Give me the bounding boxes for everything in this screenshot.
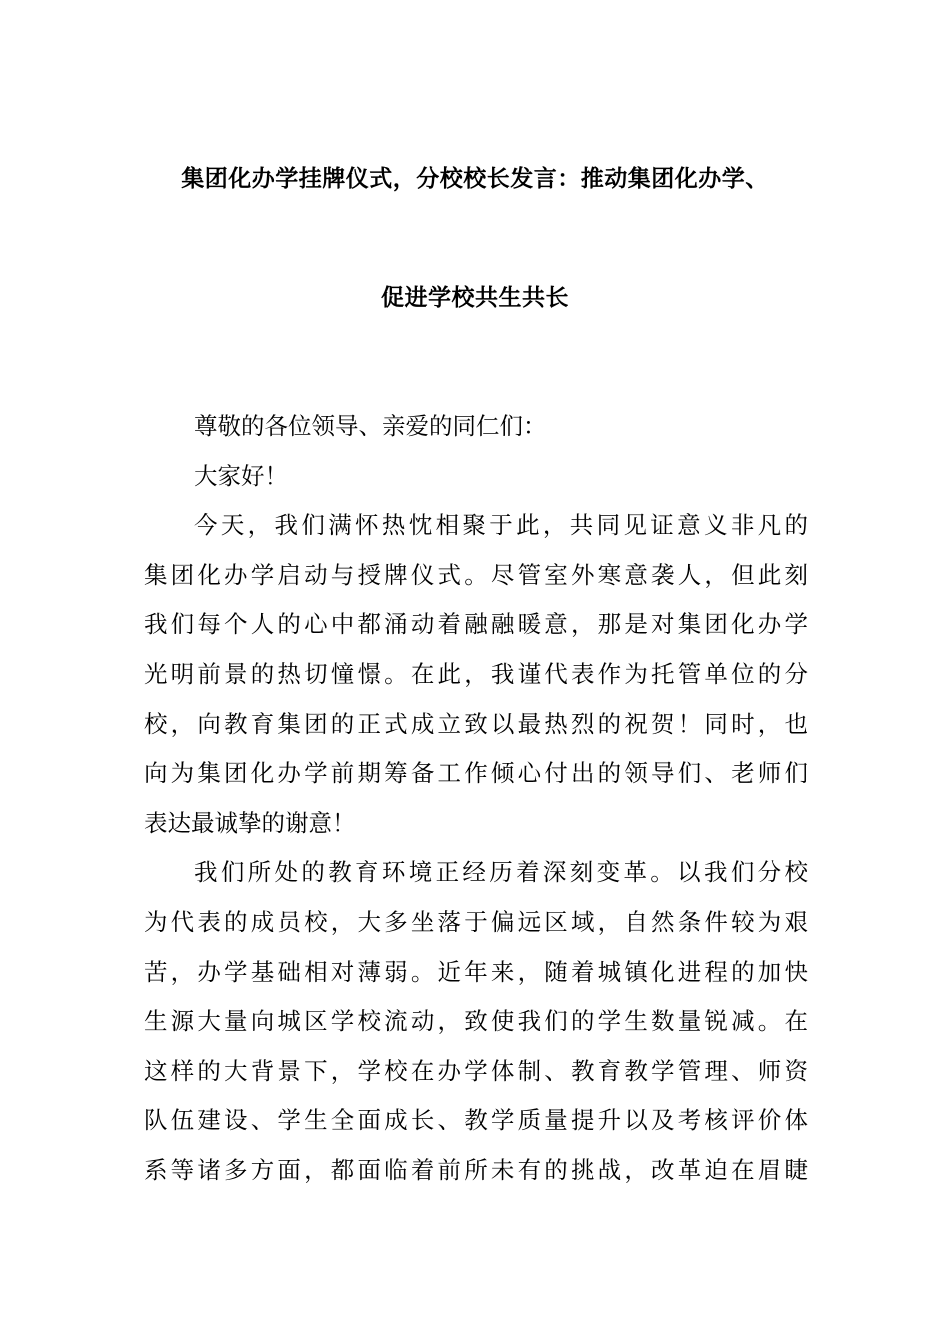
greeting: 大家好！ — [194, 461, 288, 490]
paragraph-2-line: 系等诸多方面，都面临着前所未有的挑战，改革迫在眉睫 — [144, 1155, 808, 1184]
paragraph-1-line: 我们每个人的心中都涌动着融融暖意，那是对集团化办学 — [144, 610, 808, 639]
paragraph-2-line: 这样的大背景下，学校在办学体制、教育教学管理、师资 — [144, 1056, 808, 1085]
paragraph-1-line: 今天，我们满怀热忱相聚于此，共同见证意义非凡的 — [194, 511, 808, 540]
paragraph-2-line: 队伍建设、学生全面成长、教学质量提升以及考核评价体 — [144, 1106, 808, 1135]
paragraph-1-line: 集团化办学启动与授牌仪式。尽管室外寒意袭人，但此刻 — [144, 560, 808, 589]
paragraph-1 — [144, 501, 808, 848]
paragraph-2-line: 为代表的成员校，大多坐落于偏远区域，自然条件较为艰 — [144, 907, 808, 936]
paragraph-1-line: 表达最诚挚的谢意！ — [144, 808, 356, 837]
salutation: 尊敬的各位领导、亲爱的同仁们： — [194, 412, 547, 440]
paragraph-2-line: 我们所处的教育环境正经历着深刻变革。以我们分校 — [194, 858, 808, 887]
paragraph-2-line: 生源大量向城区学校流动，致使我们的学生数量锐减。在 — [144, 1007, 808, 1036]
document-body — [144, 402, 808, 1196]
paragraph-2-line: 苦，办学基础相对薄弱。近年来，随着城镇化进程的加快 — [144, 957, 808, 986]
paragraph-2 — [144, 848, 808, 1195]
paragraph-1-line: 光明前景的热切憧憬。在此，我谨代表作为托管单位的分 — [144, 659, 808, 688]
document-title-line-1: 集团化办学挂牌仪式，分校校长发言：推动集团化办学、 — [181, 166, 769, 192]
paragraph-1-line: 校，向教育集团的正式成立致以最热烈的祝贺！同时，也 — [144, 709, 808, 738]
document-title-line-2: 促进学校共生共长 — [381, 285, 569, 311]
paragraph-1-line: 向为集团化办学前期筹备工作倾心付出的领导们、老师们 — [144, 759, 808, 788]
